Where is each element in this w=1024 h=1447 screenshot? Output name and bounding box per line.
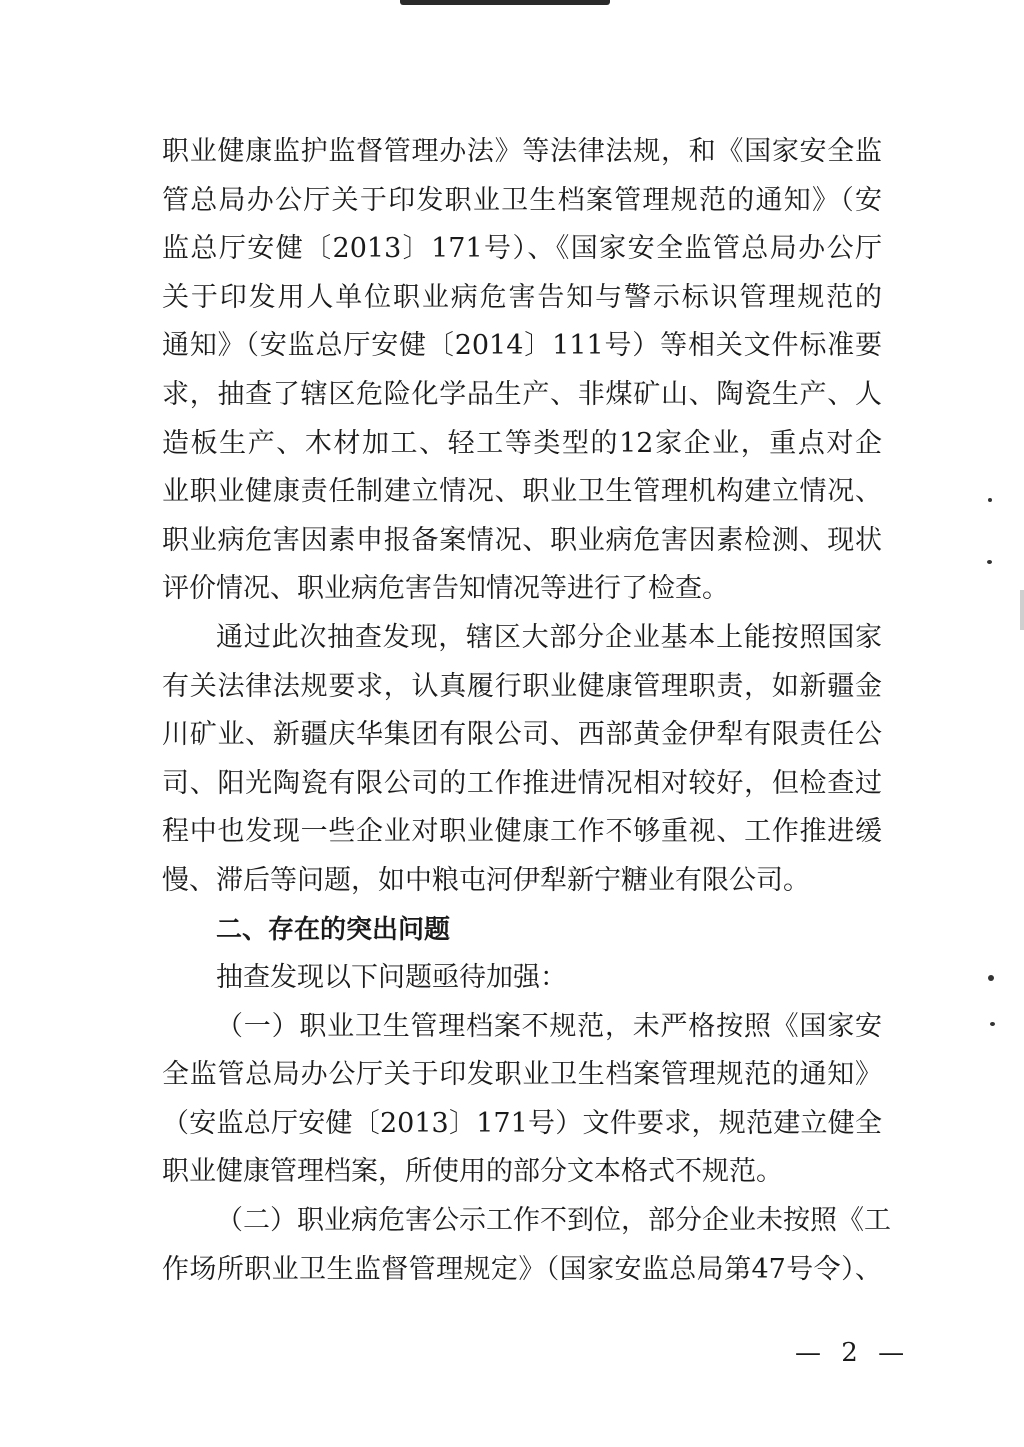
paragraph-line: 通知》（安监总厅安健〔2014〕111号）等相关文件标准要 (162, 330, 882, 362)
paragraph-line: 造板生产、木材加工、轻工等类型的12家企业，重点对企 (162, 427, 882, 459)
paragraph-line: 求，抽查了辖区危险化学品生产、非煤矿山、陶瓷生产、人 (162, 378, 882, 410)
paragraph-line: 职业健康管理档案，所使用的部分文本格式不规范。 (162, 1156, 783, 1188)
scan-speck (988, 498, 992, 502)
paragraph-line: 关于印发用人单位职业病危害告知与警示标识管理规范的 (162, 281, 882, 313)
paragraph-line: （二）职业病危害公示工作不到位，部分企业未按照《工 (216, 1205, 891, 1237)
scan-edge-mark (400, 0, 610, 5)
paragraph-line: 程中也发现一些企业对职业健康工作不够重视、工作推进缓 (162, 816, 882, 848)
scan-speck (987, 560, 992, 564)
paragraph-line: 司、阳光陶瓷有限公司的工作推进情况相对较好，但检查过 (162, 767, 882, 799)
scan-speck (988, 975, 994, 981)
paragraph-line: 职业健康监护监督管理办法》等法律法规，和《国家安全监 (162, 136, 882, 167)
paragraph-line: 管总局办公厅关于印发职业卫生档案管理规范的通知》（安 (162, 184, 882, 216)
paragraph-line: 有关法律法规要求，认真履行职业健康管理职责，如新疆金 (162, 670, 882, 702)
scan-speck (990, 1022, 995, 1026)
paragraph-line: 监总厅安健〔2013〕171号）、《国家安全监管总局办公厅 (162, 233, 882, 265)
paragraph-line: 业职业健康责任制建立情况、职业卫生管理机构建立情况、 (162, 476, 882, 508)
scan-edge-shadow (1020, 590, 1024, 630)
paragraph-line: 全监管总局办公厅关于印发职业卫生档案管理规范的通知》 (162, 1059, 882, 1091)
paragraph-line: 慢、滞后等问题，如中粮屯河伊犁新宁糖业有限公司。 (162, 864, 810, 896)
paragraph-line: 作场所职业卫生监督管理规定》（国家安监总局第47号令）、 (162, 1253, 882, 1285)
document-body (162, 128, 891, 1294)
paragraph-line: 通过此次抽查发现，辖区大部分企业基本上能按照国家 (216, 621, 882, 653)
paragraph-line: 评价情况、职业病危害告知情况等进行了检查。 (162, 573, 729, 605)
paragraph-line: （一）职业卫生管理档案不规范，未严格按照《国家安 (216, 1010, 882, 1042)
paragraph-line: 职业病危害因素申报备案情况、职业病危害因素检测、现状 (162, 524, 882, 556)
paragraph-line: （安监总厅安健〔2013〕171号）文件要求，规范建立健全 (162, 1107, 882, 1139)
paragraph-line: 抽查发现以下问题亟待加强： (216, 962, 567, 994)
page-number: — 2 — (795, 1338, 911, 1368)
paragraph-line: 川矿业、新疆庆华集团有限公司、西部黄金伊犁有限责任公 (162, 719, 882, 751)
section-heading: 二、存在的突出问题 (216, 914, 451, 945)
